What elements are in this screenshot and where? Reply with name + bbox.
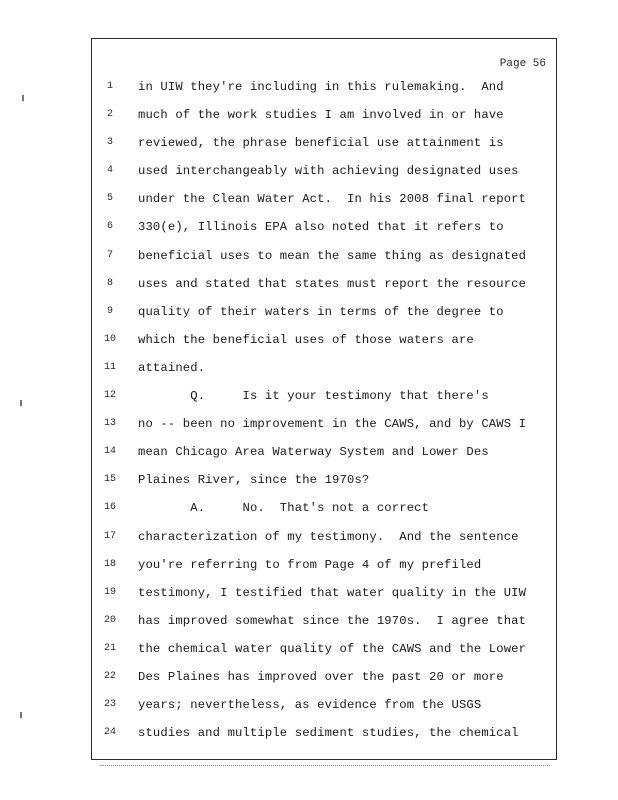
footer-rule <box>100 765 550 766</box>
transcript-line <box>92 305 556 333</box>
margin-mark <box>20 712 22 718</box>
line-number: 8 <box>106 277 113 289</box>
line-text: A. No. That's not a correct <box>138 501 430 516</box>
line-text: reviewed, the phrase beneficial use attainment is <box>138 136 504 151</box>
line-number: 2 <box>106 109 113 121</box>
transcript-line <box>92 501 556 529</box>
transcript-line <box>92 108 556 136</box>
line-number: 12 <box>103 390 116 402</box>
margin-mark <box>20 400 22 406</box>
line-text: has improved somewhat since the 1970s. I agree that <box>138 613 527 628</box>
transcript-line <box>92 277 556 305</box>
transcript-line <box>92 670 556 698</box>
line-text: uses and stated that states must report the resource <box>138 276 527 291</box>
line-number: 18 <box>103 558 116 570</box>
line-number: 4 <box>106 165 113 177</box>
transcript-lines <box>92 80 556 754</box>
line-number: 15 <box>103 474 116 486</box>
line-text: testimony, I testified that water quality in the UIW <box>138 585 527 600</box>
line-text: years; nevertheless, as evidence from the USGS <box>138 698 482 713</box>
transcript-line <box>92 249 556 277</box>
line-text: in UIW they're including in this rulemaking. And <box>138 80 504 94</box>
transcript-line <box>92 80 556 108</box>
line-text: the chemical water quality of the CAWS and the Lower <box>138 641 527 656</box>
margin-mark <box>22 95 24 101</box>
transcript-line <box>92 558 556 586</box>
line-text: 330(e), Illinois EPA also noted that it refers to <box>138 220 504 235</box>
line-number: 3 <box>106 137 113 149</box>
line-text: characterization of my testimony. And the sentence <box>138 529 519 544</box>
transcript-line <box>92 698 556 726</box>
line-number: 14 <box>103 446 116 458</box>
line-number: 5 <box>106 193 113 205</box>
transcript-line <box>92 417 556 445</box>
line-text: no -- been no improvement in the CAWS, and by CAWS I <box>138 417 527 432</box>
line-number: 10 <box>103 333 116 345</box>
line-number: 23 <box>103 699 116 711</box>
transcript-line <box>92 726 556 754</box>
line-number: 9 <box>106 305 113 317</box>
line-number: 20 <box>103 614 116 626</box>
transcript-line <box>92 136 556 164</box>
line-text: used interchangeably with achieving designated uses <box>138 164 519 179</box>
line-number: 19 <box>103 586 116 598</box>
transcript-line <box>92 389 556 417</box>
line-text: studies and multiple sediment studies, the chemical <box>138 726 519 741</box>
line-text: mean Chicago Area Waterway System and Lower Des <box>138 445 489 460</box>
line-number: 7 <box>106 249 113 261</box>
transcript-line <box>92 164 556 192</box>
transcript-line <box>92 530 556 558</box>
line-number: 6 <box>106 221 113 233</box>
line-text: beneficial uses to mean the same thing as designated <box>138 248 527 263</box>
transcript-line <box>92 642 556 670</box>
transcript-line <box>92 473 556 501</box>
line-number: 22 <box>103 670 116 682</box>
transcript-line <box>92 220 556 248</box>
line-text: much of the work studies I am involved in or have <box>138 108 504 123</box>
transcript-line <box>92 333 556 361</box>
line-number: 11 <box>103 361 116 373</box>
page-number: Page 56 <box>499 58 546 70</box>
line-text: attained. <box>138 360 206 375</box>
line-text: Plaines River, since the 1970s? <box>138 473 370 488</box>
line-text: you're referring to from Page 4 of my prefiled <box>138 557 482 572</box>
transcript-line <box>92 614 556 642</box>
transcript-page <box>91 38 557 760</box>
line-number: 24 <box>103 727 116 739</box>
line-text: Des Plaines has improved over the past 20 or more <box>138 669 504 684</box>
line-text: under the Clean Water Act. In his 2008 final report <box>138 192 527 207</box>
line-number: 17 <box>103 530 116 542</box>
transcript-line <box>92 192 556 220</box>
line-text: quality of their waters in terms of the degree to <box>138 304 504 319</box>
line-text: Q. Is it your testimony that there's <box>138 389 489 404</box>
line-number: 16 <box>103 502 116 514</box>
line-number: 21 <box>103 642 116 654</box>
line-number: 1 <box>106 81 113 92</box>
line-number: 13 <box>103 418 116 430</box>
transcript-line <box>92 445 556 473</box>
transcript-line <box>92 586 556 614</box>
transcript-line <box>92 361 556 389</box>
line-text: which the beneficial uses of those waters are <box>138 332 474 347</box>
